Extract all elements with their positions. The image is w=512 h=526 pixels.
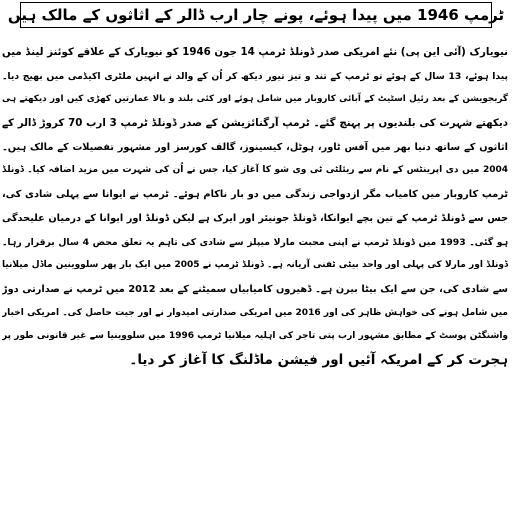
body-line: گریجویشن کے بعد رئیل اسٹیٹ کے آبائی کاروبار میں شامل ہوئے اور کئی بلند و بالا عمارتیں کھڑی کیں اور دیکھتے ہی <box>2 94 508 105</box>
body-line: سے شادی کی، جن سے ایک بیٹا بیرن ہے۔ ڈھیروں کامیابیاں سمیٹنے کے بعد 2012 میں ٹرمپ نے صدارتی دوڑ <box>2 283 508 295</box>
headline-box <box>7 2 505 28</box>
body-line: اثاثوں کے ساتھ دنیا بھر میں آفس ٹاور، ہوٹل، کیسینوز، گالف کورسز اور مشہور تفصیلات کے مالک ہیں۔ <box>2 141 508 153</box>
body-line: 2004 میں دی اپرینٹس کے نام سے ریئلٹی ٹی وی شو کا آغاز کیا، جس نے اُن کی شہرت میں مزید اضافہ کیا۔ ڈونلڈ <box>2 165 508 176</box>
body-line: میں شامل ہونے کی خواہش ظاہر کی اور 2016 میں امریکی صدارتی امیدوار نے اور جیت حاصل کی۔ امریکی اخبار <box>2 307 508 318</box>
body-line: دیکھتے شہرت کی بلندیوں پر پہنچ گئے۔ ٹرمپ آرگنائزیشن کے صدر ڈونلڈ ٹرمپ 3 ارب 70 کروڑ ڈالر کے <box>2 117 508 130</box>
body-line: ٹرمپ کاروبار میں کامیاب مگر ازدواجی زندگی میں دو بار ناکام ہوئے۔ ٹرمپ نے ایوانا سے پہلی شادی کی، <box>2 189 508 201</box>
body-line: ڈونلڈ اور مارلا کی پہلی اور واحد بیٹی ٹفنی آریانہ ہے۔ ڈونلڈ ٹرمپ نے 2005 میں ایک بار پھر سلووینین ماڈل میلانیا <box>2 260 508 271</box>
headline: ٹرمپ 1946 میں پیدا ہوئے، پونے چار ارب ڈالر کے اثاثوں کے مالک ہیں <box>7 6 505 24</box>
body-line: ہو گئی۔ 1993 میں ڈونلڈ ٹرمپ نے اپنی محبت مارلا میپلز سے شادی کی تاہم یہ تعلق محض 4 سال برقرار رہا۔ <box>2 236 508 248</box>
body-line-last: ہجرت کر کے امریکہ آئیں اور فیشن ماڈلنگ کا آغاز کر دیا۔ <box>129 351 508 368</box>
article-body <box>2 41 508 373</box>
body-line: جس سے ڈونلڈ ٹرمپ کے تین بچے ایوانکا، ڈونلڈ جونیئر اور ایرک ہے لیکن ڈونلڈ اور ایوانا کے درمیان علیحدگی <box>2 212 508 224</box>
body-line: نیویارک (آئی این پی) نئے امریکی صدر ڈونلڈ ٹرمپ 14 جون 1946 کو نیویارک کے علاقے کوئنز لینڈ میں <box>2 46 508 58</box>
body-line: واشنگٹن پوسٹ کے مطابق مشہور ارب پتی تاجر کی اہلیہ میلانیا ٹرمپ 1996 میں سلووینیا سے غیر قانونی طور پر <box>2 331 508 342</box>
body-line: پیدا ہوئے، 13 سال کے ہوئے تو ٹرمپ کے تند و تیز تیور دیکھ کر اُن کے والد نے انہیں ملٹری اکیڈمی میں بھیج دیا۔ <box>2 70 508 82</box>
